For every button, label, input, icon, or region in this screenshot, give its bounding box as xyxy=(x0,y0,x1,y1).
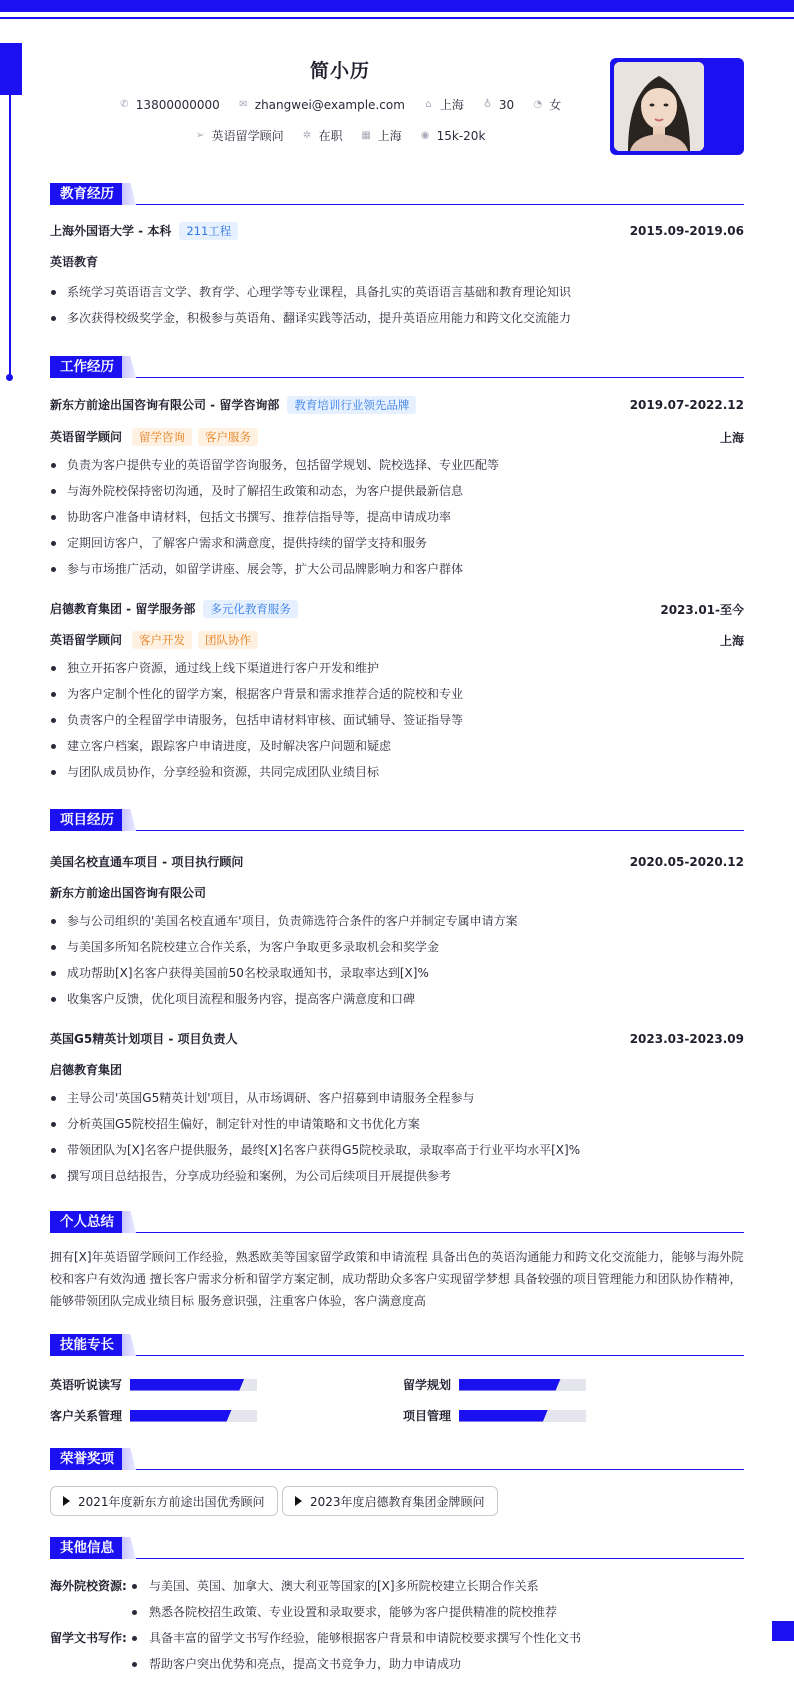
list-item: 系统学习英语语言文学、教育学、心理学等专业课程，具备扎实的英语语言基础和教育理论知识 xyxy=(50,279,744,305)
gender-item: ◔ 女 xyxy=(533,98,562,112)
project-row xyxy=(50,853,744,870)
project-bullets xyxy=(50,1085,744,1189)
send-icon: ➢ xyxy=(195,130,205,141)
role-tag: 客户开发 xyxy=(132,631,192,649)
award-badge xyxy=(282,1486,498,1516)
skill-bar xyxy=(459,1379,586,1391)
skill-bar-fill xyxy=(130,1410,232,1422)
company-name: 启德教育集团 - 留学服务部 xyxy=(50,602,196,616)
phone-item: ✆ 13800000000 xyxy=(120,97,220,112)
skill-item xyxy=(50,1407,257,1424)
project-date: 2020.05-2020.12 xyxy=(629,854,744,869)
skill-name: 英语听说读写 xyxy=(50,1378,123,1392)
skill-bar-fill xyxy=(459,1410,548,1422)
section-title-tail xyxy=(122,809,136,831)
role-name: 英语留学顾问 xyxy=(50,430,123,444)
list-item: 多次获得校级奖学金，积极参与英语角、翻译实践等活动，提升英语应用能力和跨文化交流能力 xyxy=(50,305,744,331)
portrait-illustration xyxy=(614,62,704,151)
gear-icon: ✲ xyxy=(302,130,312,141)
play-icon xyxy=(295,1496,302,1506)
job-row xyxy=(50,396,744,414)
award-label: 2021年度新东方前途出国优秀顾问 xyxy=(78,1494,265,1509)
candidate-name: 简小历 xyxy=(309,60,370,82)
list-item: 独立开拓客户资源，通过线上线下渠道进行客户开发和维护 xyxy=(50,655,744,681)
skill-item xyxy=(50,1376,257,1393)
list-item: 协助客户准备申请材料，包括文书撰写、推荐信指导等，提高申请成功率 xyxy=(50,504,744,530)
major-name: 英语教育 xyxy=(50,255,99,269)
education-bullets xyxy=(50,279,744,331)
right-accent-block xyxy=(772,1621,794,1641)
skill-bar-fill xyxy=(130,1379,244,1391)
cake-icon: ♁ xyxy=(483,99,492,110)
profile-photo xyxy=(614,62,704,151)
skills-section xyxy=(50,1334,744,1423)
company-name: 新东方前途出国咨询有限公司 - 留学咨询部 xyxy=(50,398,280,412)
section-title: 技能专长 xyxy=(50,1334,124,1356)
other-row xyxy=(50,1625,581,1651)
list-item: 成功帮助[X]名客户获得美国前50名校录取通知书，录取率达到[X]% xyxy=(50,960,744,986)
skill-item xyxy=(403,1407,586,1424)
list-item: 定期回访客户，了解客户需求和满意度，提供持续的留学支持和服务 xyxy=(50,530,744,556)
section-title-tail xyxy=(122,356,136,378)
role-tag: 客户服务 xyxy=(198,428,258,446)
other-row xyxy=(50,1651,461,1677)
top-accent-line xyxy=(0,17,794,19)
other-item: 熟悉各院校招生政策、专业设置和录取要求，能够为客户提供精准的院校推荐 xyxy=(130,1599,557,1625)
location-item: ⌂ 上海 xyxy=(423,96,464,113)
company-tag: 多元化教育服务 xyxy=(203,600,298,618)
project-name: 英国G5精英计划项目 - 项目负责人 xyxy=(50,1032,238,1046)
skill-bar xyxy=(130,1410,257,1422)
awards-section xyxy=(50,1448,744,1509)
education-row xyxy=(50,222,744,240)
other-item: 与美国、英国、加拿大、澳大利亚等国家的[X]多所院校建立长期合作关系 xyxy=(130,1573,539,1599)
job-city: 上海 xyxy=(719,430,744,445)
mail-icon: ✉ xyxy=(239,99,248,110)
status-item: ✲ 在职 xyxy=(302,129,343,143)
awards-header xyxy=(50,1448,744,1470)
summary-header xyxy=(50,1211,744,1233)
target-city-item: ▦ 上海 xyxy=(361,129,402,143)
summary-section xyxy=(50,1211,744,1308)
company-tag: 教育培训行业领先品牌 xyxy=(287,396,416,414)
list-item: 分析英国G5院校招生偏好，制定针对性的申请策略和文书优化方案 xyxy=(50,1111,744,1137)
top-accent-bar xyxy=(0,0,794,12)
other-item: 具备丰富的留学文书写作经验，能够根据客户背景和申请院校要求撰写个性化文书 xyxy=(130,1625,581,1651)
summary-line: 能够带领团队完成业绩目标 服务意识强，注重客户体验，客户满意度高 xyxy=(50,1294,426,1308)
skill-name: 留学规划 xyxy=(403,1378,452,1392)
section-title-tail xyxy=(122,1334,136,1356)
school-name: 上海外国语大学 - 本科 xyxy=(50,224,172,238)
list-item: 与团队成员协作，分享经验和资源，共同完成团队业绩目标 xyxy=(50,759,744,785)
other-section xyxy=(50,1537,744,1671)
section-title-tail xyxy=(122,1537,136,1559)
skill-bar xyxy=(130,1379,257,1391)
section-title: 个人总结 xyxy=(50,1211,124,1233)
other-label: 海外院校资源: xyxy=(50,1579,127,1593)
job-date: 2019.07-2022.12 xyxy=(629,398,744,412)
project-row xyxy=(50,1030,744,1047)
school-tag: 211工程 xyxy=(179,222,238,240)
play-icon xyxy=(63,1496,70,1506)
job-city: 上海 xyxy=(719,633,744,648)
other-row xyxy=(50,1573,539,1599)
list-item: 与美国多所知名院校建立合作关系，为客户争取更多录取机会和奖学金 xyxy=(50,934,744,960)
education-header xyxy=(50,183,744,205)
projects-header xyxy=(50,809,744,831)
section-title-tail xyxy=(122,1211,136,1233)
section-title: 荣誉奖项 xyxy=(50,1448,124,1470)
project-org: 新东方前途出国咨询有限公司 xyxy=(50,886,207,900)
resume-header xyxy=(50,56,630,144)
skill-name: 客户关系管理 xyxy=(50,1409,123,1423)
other-row xyxy=(50,1599,557,1625)
job-bullets xyxy=(50,452,744,582)
list-item: 负责客户的全程留学申请服务，包括申请材料审核、面试辅导、签证指导等 xyxy=(50,707,744,733)
list-item: 主导公司'英国G5精英计划'项目，从市场调研、客户招募到申请服务全程参与 xyxy=(50,1085,744,1111)
award-badge xyxy=(50,1486,278,1516)
skill-item xyxy=(403,1376,586,1393)
project-bullets xyxy=(50,908,744,1012)
skill-name: 项目管理 xyxy=(403,1409,452,1423)
list-item: 为客户定制个性化的留学方案，根据客户背景和需求推荐合适的院校和专业 xyxy=(50,681,744,707)
project-org-row xyxy=(50,1061,744,1078)
awards-list xyxy=(50,1486,744,1518)
left-accent-block xyxy=(0,43,22,95)
list-item: 收集客户反馈，优化项目流程和服务内容，提高客户满意度和口碑 xyxy=(50,986,744,1012)
summary-line: 拥有[X]年英语留学顾问工作经验，熟悉欧美等国家留学政策和申请流程 具备出色的英语沟通能力和跨文化交流能力，能够与海外院 xyxy=(50,1250,744,1264)
job-row xyxy=(50,600,744,618)
building-icon: ▦ xyxy=(361,130,371,141)
skill-bar xyxy=(459,1410,586,1422)
email-item: ✉ zhangwei@example.com xyxy=(239,97,405,112)
job-bullets xyxy=(50,655,744,785)
section-title: 工作经历 xyxy=(50,356,124,378)
salary-item: ◉ 15k-20k xyxy=(420,128,486,143)
work-section xyxy=(50,356,744,779)
list-item: 参与市场推广活动，如留学讲座、展会等，扩大公司品牌影响力和客户群体 xyxy=(50,556,744,582)
other-header xyxy=(50,1537,744,1559)
section-title: 教育经历 xyxy=(50,183,124,205)
other-label: 留学文书写作: xyxy=(50,1631,127,1645)
education-section xyxy=(50,183,744,325)
target-job-item: ➢ 英语留学顾问 xyxy=(195,129,284,143)
role-tag: 留学咨询 xyxy=(132,428,192,446)
section-title: 项目经历 xyxy=(50,809,124,831)
summary-text xyxy=(50,1246,744,1312)
summary-line: 校和客户有效沟通 擅长客户需求分析和留学方案定制，成功帮助众多客户实现留学梦想 具备较强的项目管理能力和团队协作精神， xyxy=(50,1272,742,1286)
skill-bar-fill xyxy=(459,1379,561,1391)
education-date: 2015.09-2019.06 xyxy=(629,224,744,238)
section-title-tail xyxy=(122,183,136,205)
gender-icon: ◔ xyxy=(533,99,543,110)
other-item: 帮助客户突出优势和亮点，提高文书竞争力，助力申请成功 xyxy=(130,1651,461,1677)
coin-icon: ◉ xyxy=(420,130,430,141)
phone-icon: ✆ xyxy=(120,99,129,110)
project-date: 2023.03-2023.09 xyxy=(629,1031,744,1046)
projects-section xyxy=(50,809,744,1183)
role-row xyxy=(50,631,744,649)
photo-frame xyxy=(610,58,744,155)
project-org-row xyxy=(50,884,744,901)
home-icon: ⌂ xyxy=(425,99,432,110)
role-name: 英语留学顾问 xyxy=(50,633,123,647)
left-accent-line xyxy=(9,95,11,377)
list-item: 与海外院校保持密切沟通，及时了解招生政策和动态，为客户提供最新信息 xyxy=(50,478,744,504)
list-item: 建立客户档案，跟踪客户申请进度，及时解决客户问题和疑虑 xyxy=(50,733,744,759)
section-title: 其他信息 xyxy=(50,1537,124,1559)
contact-row xyxy=(50,96,630,113)
skills-header xyxy=(50,1334,744,1356)
list-item: 参与公司组织的'美国名校直通车'项目，负责筛选符合条件的客户并制定专属申请方案 xyxy=(50,908,744,934)
job-date: 2023.01-至今 xyxy=(660,602,744,617)
age-item: ♁ 30 xyxy=(483,97,515,112)
list-item: 带领团队为[X]名客户提供服务，最终[X]名客户获得G5院校录取，录取率高于行业平均水平[X]% xyxy=(50,1137,744,1163)
list-item: 撰写项目总结报告，分享成功经验和案例，为公司后续项目开展提供参考 xyxy=(50,1163,744,1189)
award-label: 2023年度启德教育集团金牌顾问 xyxy=(310,1494,485,1509)
major-row xyxy=(50,253,744,270)
role-row xyxy=(50,428,744,446)
work-header xyxy=(50,356,744,378)
list-item: 负责为客户提供专业的英语留学咨询服务，包括留学规划、院校选择、专业匹配等 xyxy=(50,452,744,478)
job-intent-row xyxy=(50,127,630,144)
project-name: 美国名校直通车项目 - 项目执行顾问 xyxy=(50,855,244,869)
project-org: 启德教育集团 xyxy=(50,1063,123,1077)
section-title-tail xyxy=(122,1448,136,1470)
role-tag: 团队协作 xyxy=(198,631,258,649)
left-accent-dot xyxy=(6,374,13,381)
